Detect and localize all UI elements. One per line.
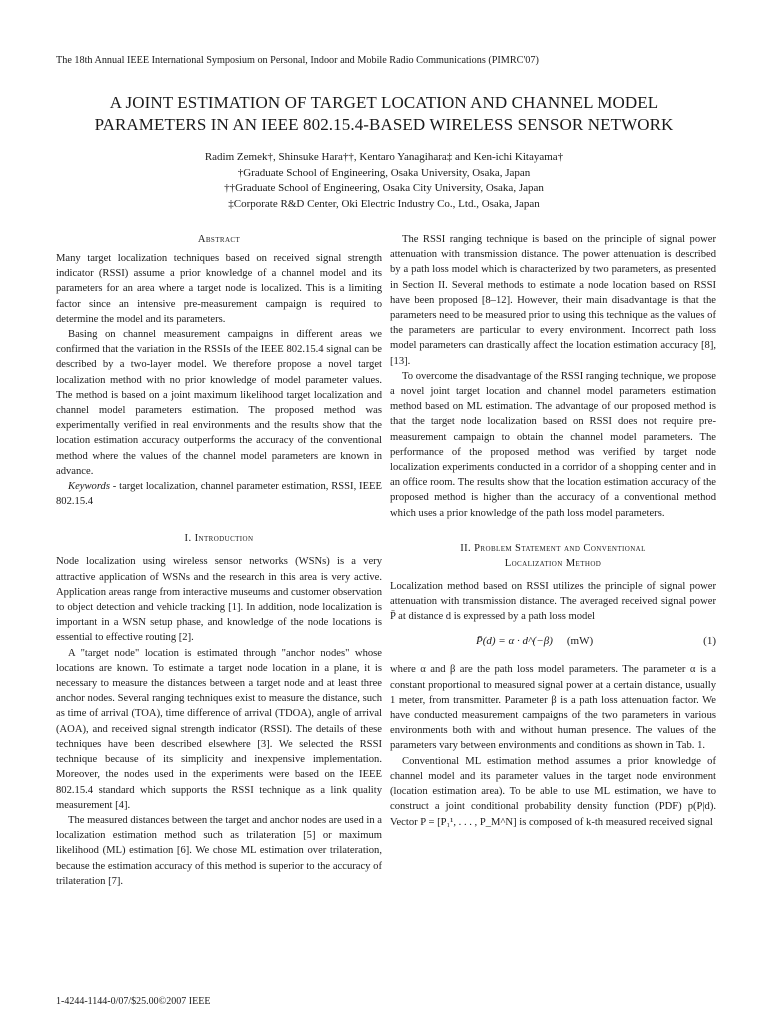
intro-paragraph-1: Node localization using wireless sensor networks (WSNs) is a very attractive application of WSNs and the research in this area is very active. Application areas range from interactive museums and customer observation to object detection and vehicle tracking [1]. In addition, node localization is important in a WSN setup phase, and knowledge of the node locations is essential to effective routing [2]. bbox=[56, 556, 382, 644]
paper-title bbox=[40, 92, 728, 136]
equation-number: (1) bbox=[703, 635, 716, 648]
left-column bbox=[56, 232, 382, 889]
authors-block bbox=[60, 150, 708, 212]
equation-unit: (mW) bbox=[566, 635, 594, 648]
section-2-paragraph-3: Conventional ML estimation method assumes a prior knowledge of channel model and its parameter values in the target node environment (location estimation area). To be able to use ML estimation, we have to construct a joint conditional probability density function (PDF) p(P|d). Vector P = [P₁¹, . . . , P_M^N] is composed of k-th measured received signal bbox=[390, 755, 716, 828]
section-2-paragraph-2: where α and β are the path loss model parameters. The parameter α is a constant proportional to measured signal power at a certain distance, usually 1 meter, from transmitter. Parameter β is a path loss attenuation factor. We have conducted measurement campaigns of the two parameters in various environments both with and without human presence. The values of the parameters vary between environments and conditions as shown in Tab. 1. bbox=[390, 664, 716, 752]
equation-expression: P̄(d) = α · d^(−β) (mW) bbox=[476, 635, 594, 648]
keywords-label: Keywords bbox=[68, 481, 110, 493]
abstract-paragraph-2: Basing on channel measurement campaigns in different areas we confirmed that the variation in the RSSIs of the IEEE 802.15.4 signal can be described by a two-layer model. We therefore propose a novel target localization method with no prior knowledge of model parameter values. The method is based on a joint maximum likelihood target localization and channel model parameters estimation. The proposed method was experimentally verified in real environments and the results show that the location estimation accuracy outperforms the accuracy of the conventional method where the values of the channel model parameters are known in advance. bbox=[56, 329, 382, 477]
right-column bbox=[390, 232, 716, 830]
affiliation-1: †Graduate School of Engineering, Osaka University, Osaka, Japan bbox=[237, 166, 531, 179]
affiliation-2: ††Graduate School of Engineering, Osaka City University, Osaka, Japan bbox=[224, 182, 544, 194]
copyright-footer: 1-4244-1144-0/07/$25.00©2007 IEEE bbox=[56, 996, 211, 1007]
section-2-heading bbox=[390, 541, 716, 571]
intro-paragraph-3: The measured distances between the target and anchor nodes are used in a localization estimation method such as trilateration [5] or maximum likelihood (ML) estimation [6]. We chose ML estimation over trilateration, because the estimation accuracy of this method is superior to the accuracy of trilateration [7]. bbox=[56, 814, 382, 887]
intro-paragraph-4: The RSSI ranging technique is based on the principle of signal power attenuation with transmission distance. The power attenuation is described by a path loss model which is characterized by two parameters, as presented in Section II. Several methods to estimate a node location based on RSSI have been proposed [8–12]. However, their main disadvantage is that the parameters need to be measured prior to using this technique as the values of the parameters are particular to every environment. Incorrect path loss model parameters can drastically affect the location estimation accuracy [8], [13]. bbox=[390, 234, 716, 367]
section-2-heading-line-2: Localization Method bbox=[504, 557, 602, 569]
author-list: Radim Zemek†, Shinsuke Hara††, Kentaro Yanagihara‡ and Ken-ichi Kitayama† bbox=[204, 151, 564, 163]
affiliation-3: ‡Corporate R&D Center, Oki Electric Industry Co., Ltd., Osaka, Japan bbox=[228, 197, 540, 210]
abstract-heading: Abstract bbox=[197, 234, 241, 245]
abstract-paragraph-1: Many target localization techniques based on received signal strength indicator (RSSI) assume a prior knowledge of a channel model and its parameters for an area where a target node is localized. This is a limiting factor since an intensive pre-measurement campaign is required to determine the model and its parameters. bbox=[56, 253, 382, 325]
keywords-paragraph bbox=[56, 479, 382, 509]
section-2-heading-line-1: II. Problem Statement and Conventional bbox=[460, 542, 646, 554]
section-1-heading: I. Introduction bbox=[184, 533, 254, 545]
intro-paragraph-5: To overcome the disadvantage of the RSSI ranging technique, we propose a novel joint target location and channel model parameters estimation method based on ML estimation. The advantage of our proposed method is that the target node localization based on RSSI does not require pre-measurement campaign to obtain the channel model parameters. The performance of the proposed method was verified by target node localization experiments conducted in a corridor of a shopping center and in an office room. The results show that the location estimation accuracy of the proposed method is higher than the accuracy of a conventional method which uses a prior knowledge of the path loss model parameters. bbox=[390, 370, 716, 519]
conference-header: The 18th Annual IEEE International Symposium on Personal, Indoor and Mobile Radio Communications (PIMRC'07) bbox=[56, 55, 539, 66]
intro-paragraph-2: A "target node" location is estimated through "anchor nodes" whose locations are known. To estimate a target node location in a plane, it is necessary to measure the distances between a target node and at least three anchor nodes. Several ranging techniques exist to measure the distance, such as time of arrival (TOA), time difference of arrival (TDOA), angle of arrival (AOA), and received signal strength indicator (RSSI). The details of these techniques have been described elsewhere [3]. We selected the RSSI technique because of its simplicity and inexpensive implementation. Moreover, the nodes used in the experiments were based on the IEEE 802.15.4 standard which supports the RSSI technique as a link quality measurement [4]. bbox=[56, 647, 382, 811]
section-2-paragraph-1: Localization method based on RSSI utilizes the principle of signal power attenuation with transmission distance. The averaged received signal power P̄ at distance d is expressed by a path loss model bbox=[390, 580, 716, 623]
title-line-1: A JOINT ESTIMATION OF TARGET LOCATION AND CHANNEL MODEL bbox=[109, 93, 659, 112]
keywords-text: - target localization, channel parameter estimation, RSSI, IEEE 802.15.4 bbox=[56, 481, 382, 508]
title-line-2: PARAMETERS IN AN IEEE 802.15.4-BASED WIRELESS SENSOR NETWORK bbox=[94, 115, 674, 134]
equation-1 bbox=[390, 630, 716, 654]
